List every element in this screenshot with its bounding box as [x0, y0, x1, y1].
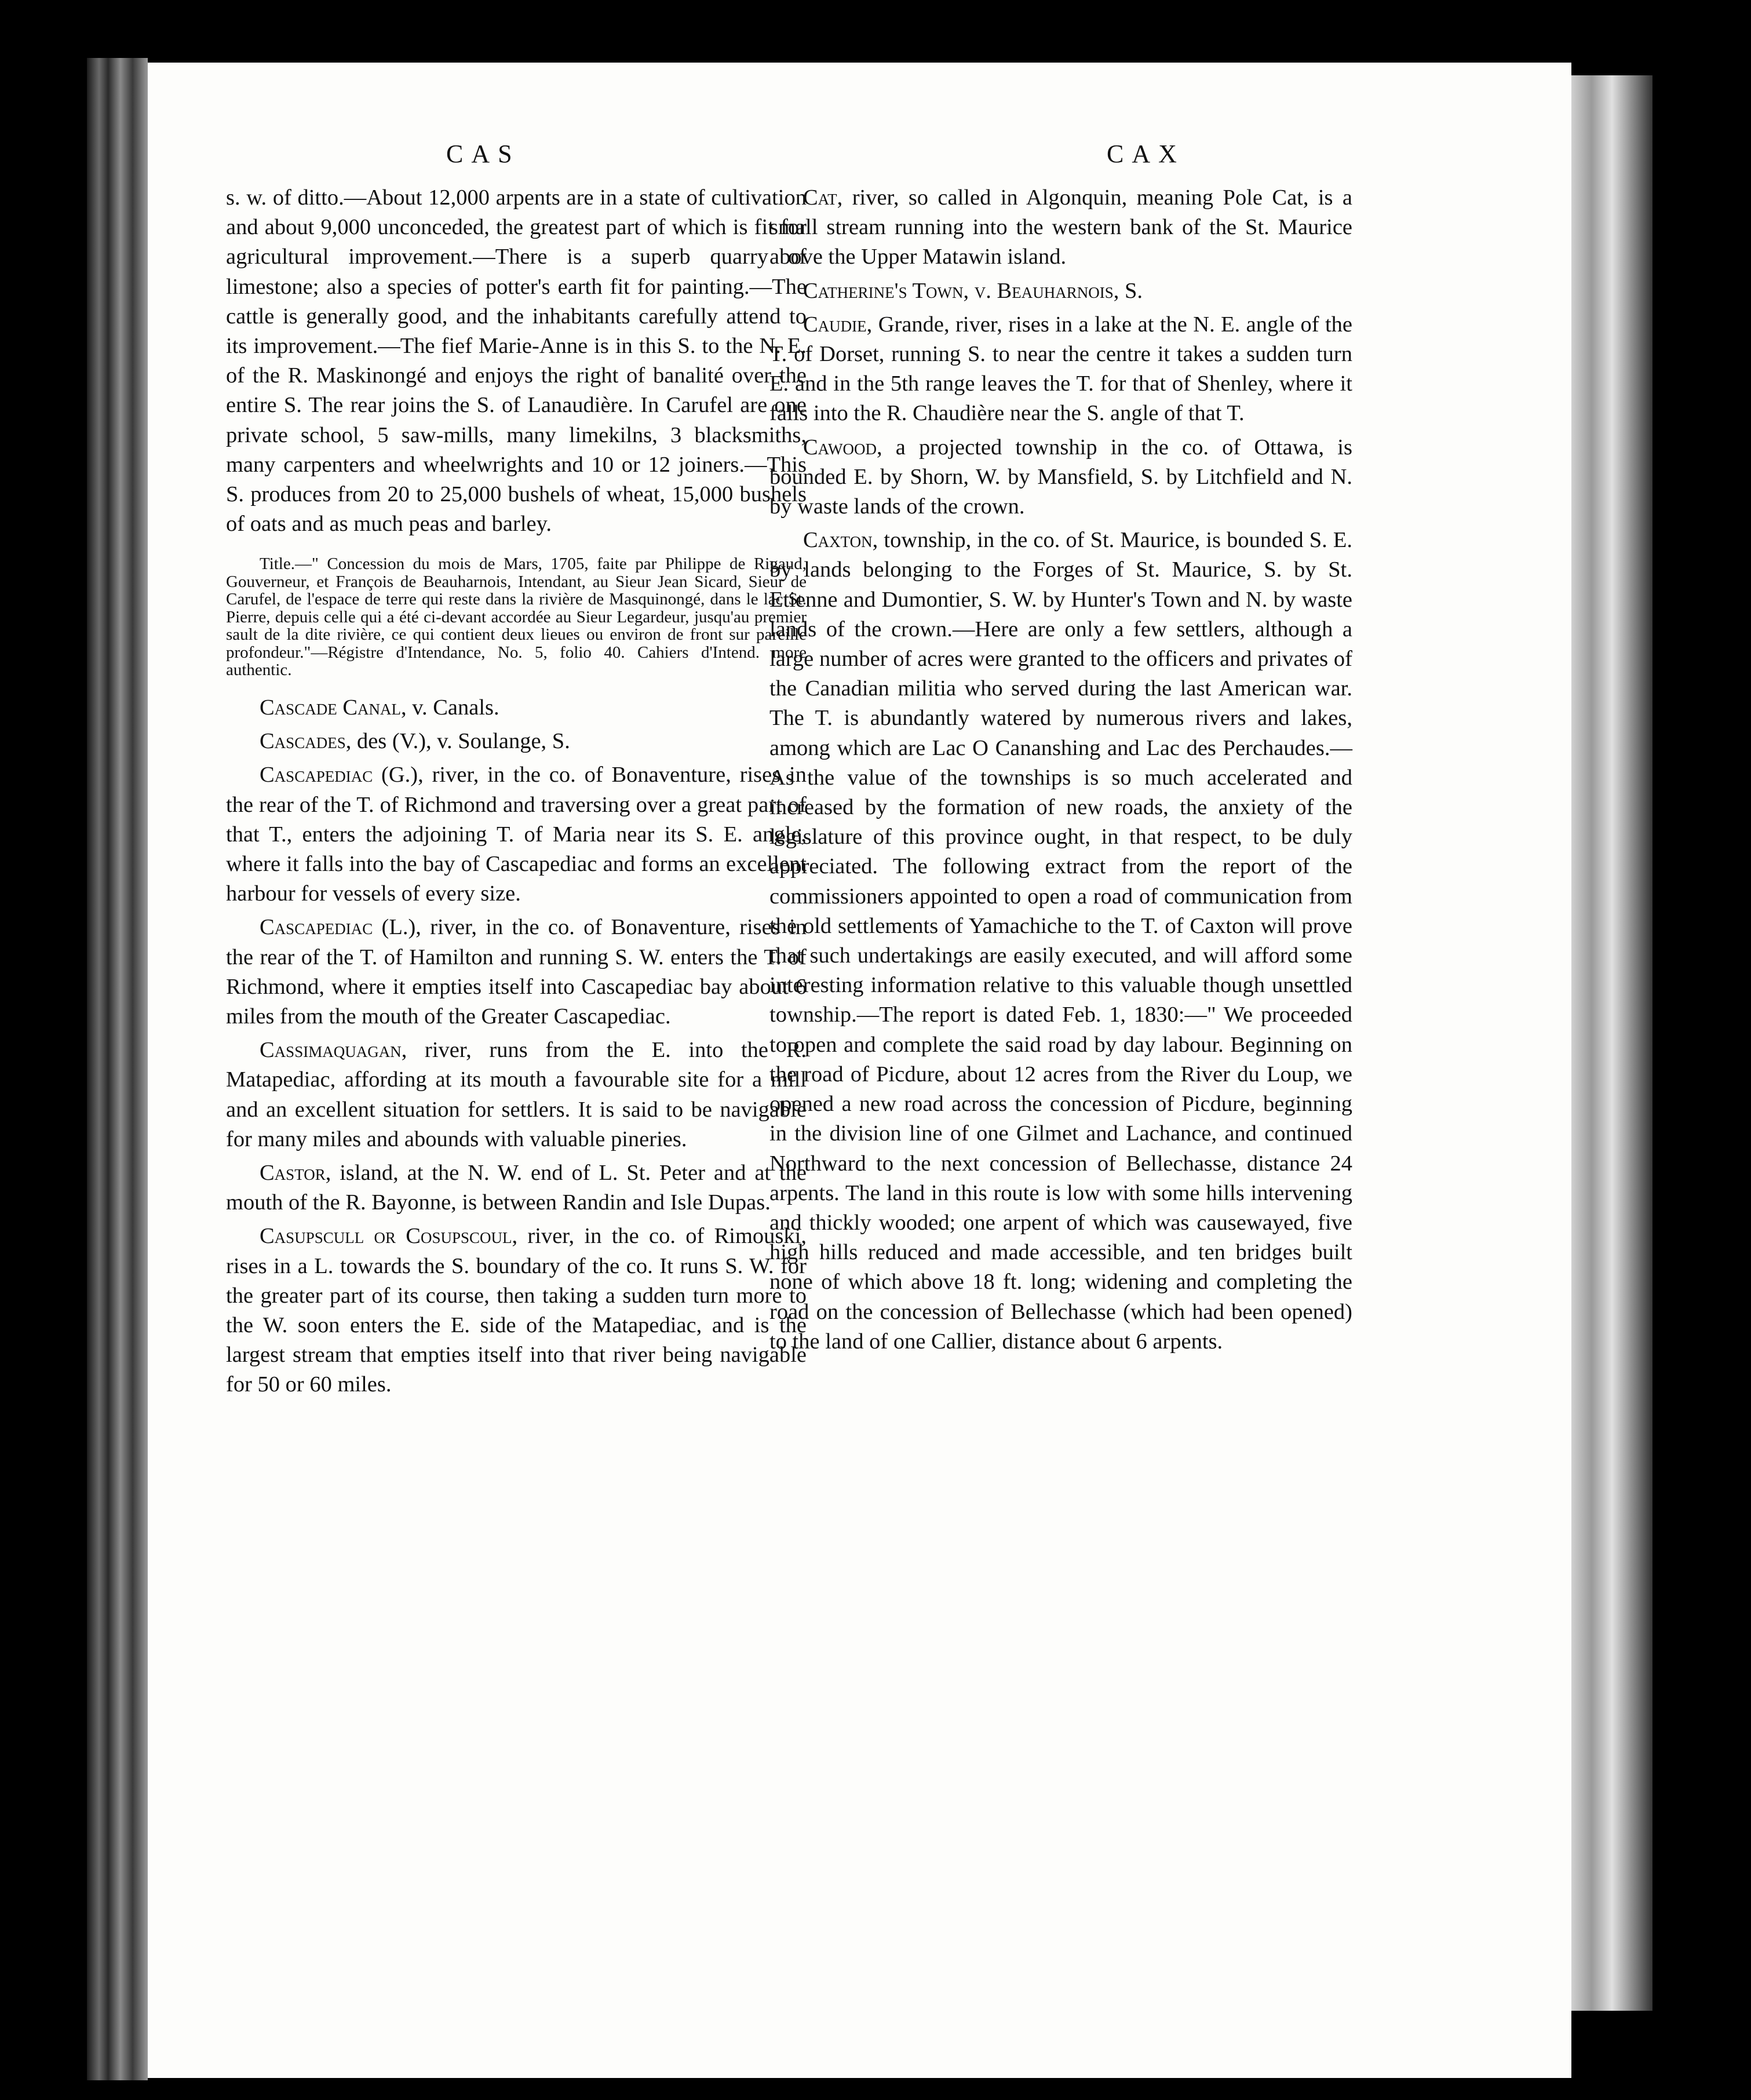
entry-cawood [769, 433, 1352, 522]
paragraph-carufel-continued: s. w. of ditto.—About 12,000 arpents are in a state of cultivation and about 9,000 unconceded, the greatest part of which is fit for agricultural improvement.—There is a superb quarry of limestone; also a species of potter's earth fit for painting.—The cattle is generally good, and the inhabitants carefully attend to its improvement.—The fief Marie-Anne is in this S. to the N. E. of the R. Maskinongé and enjoys the right of banalité over the entire S. The rear joins the S. of Lanaudière. In Carufel are one private school, 5 saw-mills, many limekilns, 3 blacksmiths, many carpenters and wheelwrights and 10 or 12 joiners.—This S. produces from 20 to 25,000 bushels of wheat, 15,000 bushels of oats and as much peas and barley. [226, 185, 807, 537]
headword: Cassimaquagan, [260, 1038, 407, 1063]
running-head-right: CAX [1107, 140, 1185, 168]
headword: Caxton, [803, 528, 878, 553]
entry-casupscull [226, 1222, 807, 1399]
entry-text: a projected township in the co. of Ottawa, is bounded E. by Shorn, W. by Mansfield, S. by Litchfield and N. by waste lands of the crown. [769, 435, 1352, 519]
entry-cassimaquagan [226, 1036, 807, 1154]
footnote-title-concession: Title.—" Concession du mois de Mars, 1705, faite par Philippe de Rigaud, Gouverneur, et François de Beauharnois, Intendant, au Sieur Jean Sicard, Sieur de Carufel, de l'espace de terre qui reste dans la rivière de Masquinongé, dans le lac St. Pierre, depuis celle qui a été ci-devant accordée au Sieur Legardeur, jusqu'au premier sault de la dite rivière, ce qui contient deux lieues ou environ de front sur pareille profondeur."—Régistre d'Intendance, No. 5, folio 40. Cahiers d'Intend. more authentic. [226, 555, 807, 680]
entry-text: (L.), river, in the co. of Bonaventure, rises in the rear of the T. of Hamilton and running S. W. enters the T. of Richmond, where it empties itself into Cascapediac bay about 6 miles from the mouth of the Greater Cascapediac. [226, 915, 807, 1029]
entry-text: township, in the co. of St. Maurice, is bounded S. E. by lands belonging to the Forges of St. Maurice, S. by St. Etienne and Dumontier, S. W. by Hunter's Town and N. by waste lands of the crown.—Here are only a few settlers, although a large number of acres were granted to the officers and privates of the Canadian militia who served during the last American war. The T. is abundantly watered by numerous rivers and lakes, among which are Lac O Cananshing and Lac des Perchaudes.—As the value of the townships is so much accelerated and increased by the formation of new roads, the anxiety of the legislature of this province ought, in that respect, to be duly appreciated. The following extract from the report of the commissioners appointed to open a road of communication from the old settlements of Yamachiche to the T. of Caxton will prove that such undertakings are easily executed, and will afford some interesting information relative to this valuable though unsettled township.—The report is dated Feb. 1, 1830:—" We proceeded to open and complete the said road by day labour. Beginning on the road of Picdure, about 12 acres from the River du Loup, we opened a new road across the concession of Picdure, beginning in the division line of one Gilmet and Lachance, and continued Northward to the next concession of Bellechasse, distance 24 arpents. The land in this route is low with some hills intervening and thickly wooded; one arpent of which was causewayed, five high hills reduced and made accessible, and ten bridges built none of which above 18 ft. long; widening and completing the road on the concession of Bellechasse (which had been opened) to the land of one Callier, distance about 6 arpents. [769, 528, 1352, 1354]
entry-text: river, runs from the E. into the R. Matapediac, affording at its mouth a favourable site for a mill and an excellent situation for settlers. It is said to be navigable for many miles and abounds with valuable pineries. [226, 1038, 807, 1151]
entry-cascapediac-l [226, 913, 807, 1031]
entry-castor [226, 1158, 807, 1217]
headword: Cawood, [803, 435, 882, 460]
entry-text: v. Canals. [406, 695, 499, 720]
headword: Castor, [260, 1160, 331, 1185]
entry-text: river, in the co. of Rimouski, rises in a L. towards the S. boundary of the co. It runs S. W. for the greater part of its course, then taking a sudden turn more to the W. soon enters the E. side of the Matapediac, and is the largest stream that empties itself into that river being navigable for 50 or 60 miles. [226, 1224, 807, 1397]
headword: Cascades, [260, 729, 352, 754]
entry-catherines-town [769, 276, 1352, 306]
entry-text: v. Beauharnois, S. [969, 278, 1143, 303]
entry-cat [769, 183, 1352, 272]
running-head-left: CAS [446, 140, 520, 168]
headword: Cascade Canal, [260, 695, 407, 720]
headword: Catherine's Town, [803, 278, 969, 303]
entry-caxton [769, 526, 1352, 1357]
left-column [226, 183, 807, 1404]
entry-text: island, at the N. W. end of L. St. Peter and at the mouth of the R. Bayonne, is between Randin and Isle Dupas. [226, 1160, 807, 1215]
headword: Cascapediac [260, 763, 373, 788]
entry-caudie [769, 310, 1352, 429]
entry-text: des (V.), v. Soulange, S. [351, 729, 570, 754]
headword: Casupscull or Cosupscoul, [260, 1224, 518, 1249]
book-spine-edge [87, 58, 148, 2080]
entry-cascade-canal [226, 693, 807, 723]
entry-text: river, so called in Algonquin, meaning Pole Cat, is a small stream running into the western bank of the St. Maurice above the Upper Matawin island. [769, 185, 1352, 269]
headword: Caudie, [803, 312, 873, 337]
entry-text: Grande, river, rises in a lake at the N. E. angle of the T. of Dorset, running S. to near the centre it takes a sudden turn E. and in the 5th range leaves the T. for that of Shenley, where it falls into the R. Chaudière near the S. angle of that T. [769, 312, 1352, 426]
headword: Cascapediac [260, 915, 373, 940]
right-column [769, 183, 1352, 1361]
entry-cascades [226, 727, 807, 756]
book-fore-edge [1571, 75, 1652, 2011]
entry-cascapediac-g [226, 760, 807, 909]
entry-text: (G.), river, in the co. of Bonaventure, rises in the rear of the T. of Richmond and traversing over a great part of that T., enters the adjoining T. of Maria near its S. E. angle, where it falls into the bay of Cascapediac and forms an excellent harbour for vessels of every size. [226, 763, 807, 906]
headword: Cat, [803, 185, 843, 210]
